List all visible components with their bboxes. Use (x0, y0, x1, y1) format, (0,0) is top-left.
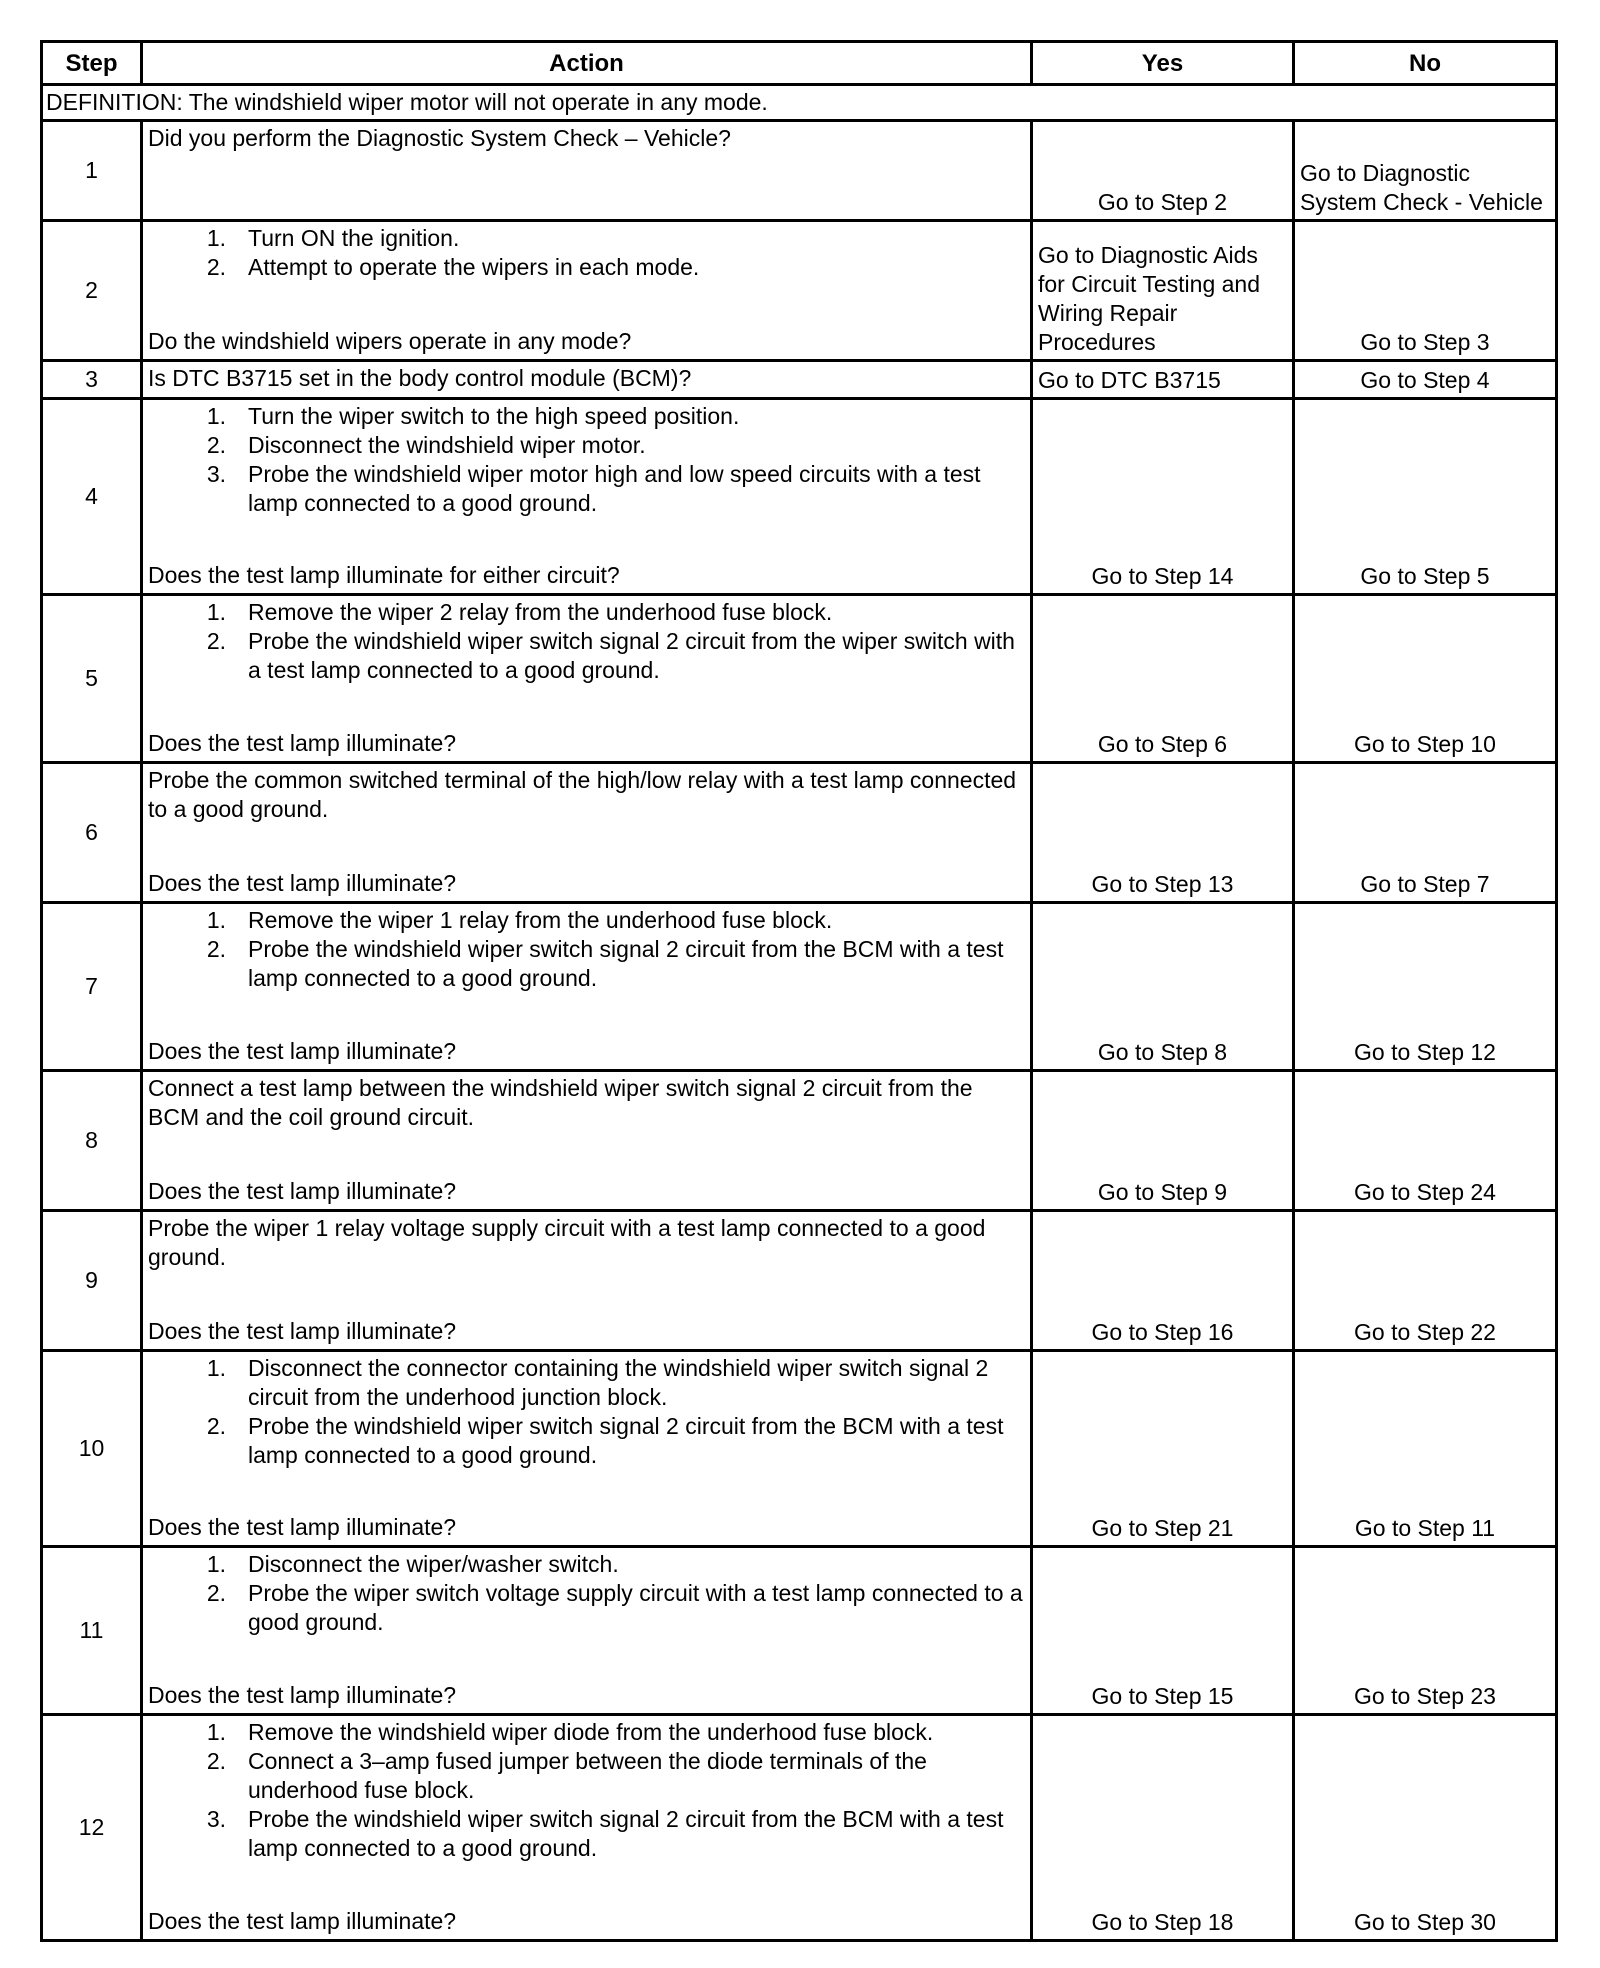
step-number: 12 (42, 1715, 142, 1941)
no-cell: Go to Step 7 (1294, 763, 1557, 903)
table-row (42, 361, 1557, 399)
step-number: 4 (42, 399, 142, 595)
action-cell (142, 361, 1032, 399)
action-step: Probe the windshield wiper switch signal 2 circuit from the BCM with a test lamp connected to a good ground. (248, 1413, 1004, 1468)
yes-cell: Go to Step 13 (1032, 763, 1294, 903)
action-question: Does the test lamp illuminate? (148, 1318, 457, 1344)
table-row (42, 1211, 1557, 1351)
yes-cell: Go to Step 9 (1032, 1071, 1294, 1211)
yes-cell: Go to DTC B3715 (1032, 361, 1294, 399)
yes-cell: Go to Step 2 (1032, 121, 1294, 221)
no-cell: Go to Step 30 (1294, 1715, 1557, 1941)
action-cell (142, 1211, 1032, 1351)
action-text: Connect a test lamp between the windshield wiper switch signal 2 circuit from the BCM and the coil ground circuit. (148, 1075, 973, 1130)
action-step: Remove the windshield wiper diode from the underhood fuse block. (248, 1719, 934, 1745)
action-steps (148, 906, 1025, 993)
no-cell: Go to Step 11 (1294, 1351, 1557, 1547)
table-row (42, 595, 1557, 763)
action-step: Disconnect the connector containing the windshield wiper switch signal 2 circuit from the underhood junction block. (248, 1355, 989, 1410)
table-row (42, 1547, 1557, 1715)
no-cell: Go to Step 4 (1294, 361, 1557, 399)
action-question: Does the test lamp illuminate? (148, 1908, 457, 1934)
action-step: Probe the windshield wiper switch signal 2 circuit from the wiper switch with a test lamp connected to a good ground. (248, 628, 1015, 683)
action-cell (142, 399, 1032, 595)
table-row (42, 903, 1557, 1071)
action-question: Does the test lamp illuminate? (148, 1178, 457, 1204)
diagnostic-table (40, 40, 1558, 1942)
action-text: Probe the wiper 1 relay voltage supply circuit with a test lamp connected to a good ground. (148, 1215, 986, 1270)
action-cell (142, 763, 1032, 903)
action-step: Probe the windshield wiper switch signal 2 circuit from the BCM with a test lamp connected to a good ground. (248, 1806, 1004, 1861)
action-cell (142, 221, 1032, 361)
step-number: 3 (42, 361, 142, 399)
step-number: 11 (42, 1547, 142, 1715)
action-step: Turn ON the ignition. (248, 225, 460, 251)
action-step: Disconnect the wiper/washer switch. (248, 1551, 619, 1577)
no-cell: Go to Step 10 (1294, 595, 1557, 763)
action-step: Probe the windshield wiper motor high and low speed circuits with a test lamp connected to a good ground. (248, 461, 981, 516)
action-steps (148, 1550, 1025, 1637)
table-row (42, 1715, 1557, 1941)
action-question: Does the test lamp illuminate? (148, 1038, 457, 1064)
action-steps (148, 1354, 1025, 1470)
action-step: Probe the windshield wiper switch signal 2 circuit from the BCM with a test lamp connected to a good ground. (248, 936, 1004, 991)
step-number: 5 (42, 595, 142, 763)
action-steps (148, 1718, 1025, 1863)
action-steps (148, 224, 1025, 282)
action-cell (142, 1547, 1032, 1715)
action-step: Remove the wiper 1 relay from the underhood fuse block. (248, 907, 833, 933)
action-step: Attempt to operate the wipers in each mode. (248, 254, 700, 280)
action-cell (142, 121, 1032, 221)
table-row (42, 1071, 1557, 1211)
header-no: No (1294, 42, 1557, 85)
yes-cell: Go to Step 14 (1032, 399, 1294, 595)
header-yes: Yes (1032, 42, 1294, 85)
yes-cell: Go to Step 6 (1032, 595, 1294, 763)
no-cell: Go to Step 5 (1294, 399, 1557, 595)
action-cell (142, 1351, 1032, 1547)
yes-cell: Go to Step 16 (1032, 1211, 1294, 1351)
step-number: 6 (42, 763, 142, 903)
step-number: 2 (42, 221, 142, 361)
action-text: Did you perform the Diagnostic System Check – Vehicle? (148, 125, 731, 151)
action-cell (142, 1715, 1032, 1941)
action-step: Disconnect the windshield wiper motor. (248, 432, 646, 458)
no-cell: Go to Step 23 (1294, 1547, 1557, 1715)
no-cell: Go to Step 3 (1294, 221, 1557, 361)
action-step: Connect a 3–amp fused jumper between the diode terminals of the underhood fuse block. (248, 1748, 927, 1803)
no-cell: Go to Step 12 (1294, 903, 1557, 1071)
definition-row (42, 85, 1557, 121)
action-question: Does the test lamp illuminate? (148, 870, 457, 896)
yes-cell: Go to Diagnostic Aids for Circuit Testing and Wiring Repair Procedures (1032, 221, 1294, 361)
step-number: 8 (42, 1071, 142, 1211)
yes-cell: Go to Step 21 (1032, 1351, 1294, 1547)
step-number: 7 (42, 903, 142, 1071)
no-cell: Go to Step 22 (1294, 1211, 1557, 1351)
action-question: Does the test lamp illuminate for either circuit? (148, 562, 620, 588)
action-step: Probe the wiper switch voltage supply circuit with a test lamp connected to a good ground. (248, 1580, 1023, 1635)
yes-cell: Go to Step 18 (1032, 1715, 1294, 1941)
action-question: Do the windshield wipers operate in any mode? (148, 328, 632, 354)
header-row (42, 42, 1557, 85)
definition-text: DEFINITION: The windshield wiper motor will not operate in any mode. (42, 85, 1557, 121)
table-row (42, 763, 1557, 903)
action-step: Turn the wiper switch to the high speed position. (248, 403, 740, 429)
action-step: Remove the wiper 2 relay from the underhood fuse block. (248, 599, 833, 625)
step-number: 10 (42, 1351, 142, 1547)
header-step: Step (42, 42, 142, 85)
action-question: Does the test lamp illuminate? (148, 1514, 457, 1540)
table-row (42, 399, 1557, 595)
action-text: Probe the common switched terminal of the high/low relay with a test lamp connected to a good ground. (148, 767, 1017, 822)
action-cell (142, 1071, 1032, 1211)
action-text: Is DTC B3715 set in the body control module (BCM)? (148, 365, 692, 391)
action-cell (142, 903, 1032, 1071)
table-row (42, 1351, 1557, 1547)
action-cell (142, 595, 1032, 763)
table-row (42, 221, 1557, 361)
no-cell: Go to Step 24 (1294, 1071, 1557, 1211)
header-action: Action (142, 42, 1032, 85)
action-question: Does the test lamp illuminate? (148, 1682, 457, 1708)
yes-cell: Go to Step 8 (1032, 903, 1294, 1071)
yes-cell: Go to Step 15 (1032, 1547, 1294, 1715)
action-question: Does the test lamp illuminate? (148, 730, 457, 756)
no-cell: Go to Diagnostic System Check - Vehicle (1294, 121, 1557, 221)
step-number: 1 (42, 121, 142, 221)
action-steps (148, 402, 1025, 518)
action-steps (148, 598, 1025, 685)
table-row (42, 121, 1557, 221)
step-number: 9 (42, 1211, 142, 1351)
